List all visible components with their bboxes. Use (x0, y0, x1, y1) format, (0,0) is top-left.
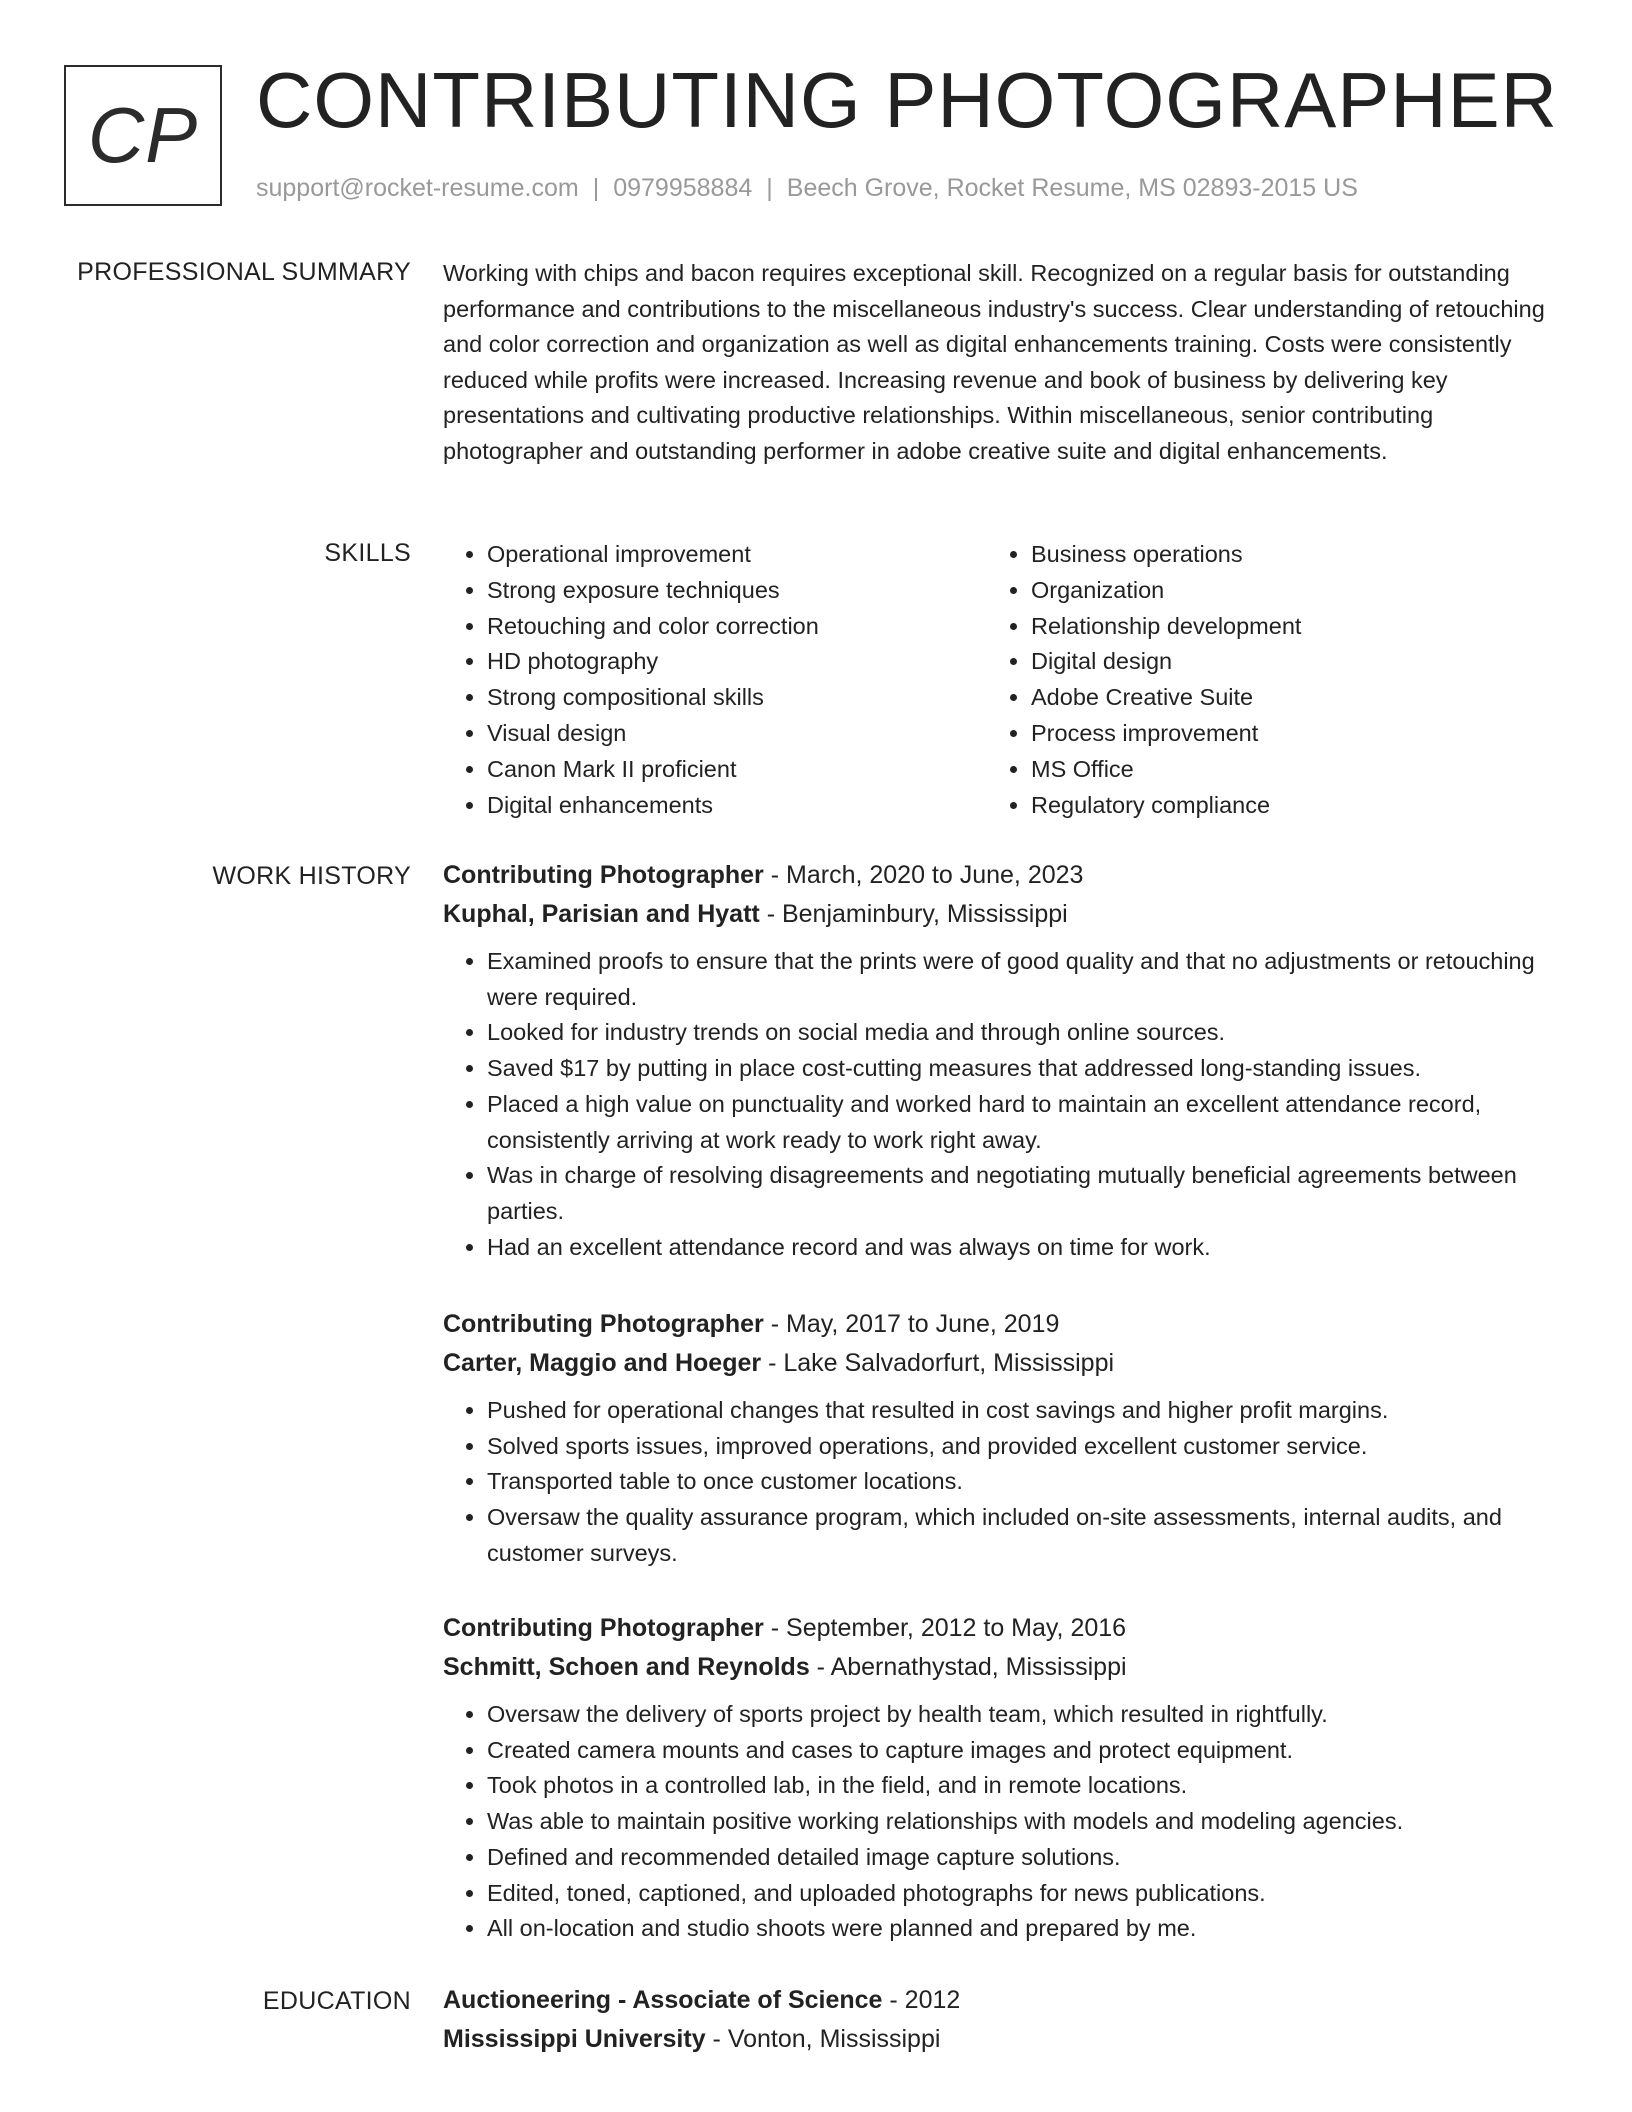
job-bullets (443, 1393, 1563, 1572)
skills-section (443, 537, 1563, 823)
skill-item: • Strong compositional skills (487, 680, 987, 716)
job-company-line (443, 1648, 1563, 1687)
job-title: Contributing Photographer (443, 1310, 764, 1338)
skill-item: • Adobe Creative Suite (1031, 680, 1531, 716)
skill-item: • Organization (1031, 573, 1531, 609)
job-title: Contributing Photographer (443, 861, 764, 889)
skill-item: • Regulatory compliance (1031, 788, 1531, 824)
job-bullet: • Was in charge of resolving disagreements and negotiating mutually beneficial agreements between parties. (487, 1158, 1563, 1229)
contact-address: Beech Grove, Rocket Resume, MS 02893-2015 US (786, 174, 1358, 202)
education-degree: Auctioneering - Associate of Science (443, 1986, 883, 2014)
contact-separator: | (766, 174, 773, 202)
job-bullets (443, 1697, 1563, 1947)
resume-title: CONTRIBUTING PHOTOGRAPHER (256, 56, 1558, 144)
job-title: Contributing Photographer (443, 1614, 764, 1642)
job-bullet: • Saved $17 by putting in place cost-cutting measures that addressed long-standing issues. (487, 1051, 1563, 1087)
job-bullet: • Oversaw the delivery of sports project by health team, which resulted in rightfully. (487, 1697, 1563, 1733)
job-bullet: • Looked for industry trends on social media and through online sources. (487, 1015, 1563, 1051)
section-label-education: EDUCATION (262, 1987, 411, 2015)
skill-item: • Visual design (487, 716, 987, 752)
skill-item: • Canon Mark II proficient (487, 752, 987, 788)
job-company: Kuphal, Parisian and Hyatt (443, 900, 760, 928)
skills-columns (443, 537, 1563, 823)
job-bullet: • Oversaw the quality assurance program, which included on-site assessments, internal audits, and customer surveys. (487, 1500, 1563, 1571)
job-title-line (443, 856, 1563, 895)
job-bullet: • Transported table to once customer locations. (487, 1464, 1563, 1500)
job-bullet: • Examined proofs to ensure that the prints were of good quality and that no adjustments or retouching were required. (487, 944, 1563, 1015)
job-bullet: • Had an excellent attendance record and was always on time for work. (487, 1230, 1563, 1266)
education-degree-line (443, 1981, 1563, 2020)
job-company: Carter, Maggio and Hoeger (443, 1349, 762, 1377)
section-label-summary: PROFESSIONAL SUMMARY (77, 258, 411, 286)
education-school: Mississippi University (443, 2025, 706, 2053)
skills-list-right (987, 537, 1531, 823)
education-year: - 2012 (882, 1986, 961, 2014)
summary-text: Working with chips and bacon requires exceptional skill. Recognized on a regular basis for outstanding performance and contributions to the miscellaneous industry's success. Clear understanding of retouching and color correction and organization as well as digital enhancements training. Costs were consistently reduced while profits were increased. Increasing revenue and book of business by delivering key presentations and cultivating productive relationships. Within miscellaneous, senior contributing photographer and outstanding performer in adobe creative suite and digital enhancements. (443, 260, 1545, 464)
monogram-box (64, 65, 222, 206)
job-bullet: • All on-location and studio shoots were planned and prepared by me. (487, 1911, 1563, 1947)
section-label-skills: SKILLS (324, 539, 411, 567)
skill-item: • Business operations (1031, 537, 1531, 573)
job-dates: - September, 2012 to May, 2016 (763, 1614, 1127, 1642)
job-bullet: • Placed a high value on punctuality and worked hard to maintain an excellent attendance record, consistently arriving at work ready to work right away. (487, 1087, 1563, 1158)
job-location: - Lake Salvadorfurt, Mississippi (761, 1349, 1115, 1377)
job-bullet: • Edited, toned, captioned, and uploaded photographs for news publications. (487, 1876, 1563, 1912)
job-entry (443, 1609, 1563, 1947)
skill-item: • Strong exposure techniques (487, 573, 987, 609)
job-bullet: • Defined and recommended detailed image capture solutions. (487, 1840, 1563, 1876)
job-entry (443, 1305, 1563, 1572)
section-label-work: WORK HISTORY (212, 862, 411, 890)
skill-item: • Operational improvement (487, 537, 987, 573)
job-company-line (443, 895, 1563, 934)
job-title-line (443, 1609, 1563, 1648)
skill-item: • Relationship development (1031, 609, 1531, 645)
education-location: - Vonton, Mississippi (705, 2025, 941, 2053)
contact-line (256, 174, 1358, 203)
monogram-initials: CP (87, 91, 199, 179)
education-school-line (443, 2020, 1563, 2059)
job-bullet: • Took photos in a controlled lab, in the field, and in remote locations. (487, 1768, 1563, 1804)
contact-email[interactable]: support@rocket-resume.com (256, 174, 579, 202)
job-title-line (443, 1305, 1563, 1344)
job-entry (443, 856, 1563, 1265)
job-bullet: • Solved sports issues, improved operations, and provided excellent customer service. (487, 1429, 1563, 1465)
skill-item: • MS Office (1031, 752, 1531, 788)
job-bullet: • Pushed for operational changes that resulted in cost savings and higher profit margins. (487, 1393, 1563, 1429)
job-dates: - May, 2017 to June, 2019 (763, 1310, 1060, 1338)
contact-separator: | (592, 174, 600, 202)
skill-item: • Process improvement (1031, 716, 1531, 752)
skills-list-left (443, 537, 987, 823)
job-dates: - March, 2020 to June, 2023 (763, 861, 1084, 889)
job-bullet: • Was able to maintain positive working relationships with models and modeling agencies. (487, 1804, 1563, 1840)
contact-phone[interactable]: 0979958884 (613, 174, 753, 202)
skill-item: • Retouching and color correction (487, 609, 987, 645)
skill-item: • Digital design (1031, 644, 1531, 680)
summary-section (443, 256, 1563, 469)
job-location: - Benjaminbury, Mississippi (759, 900, 1068, 928)
education-entry (443, 1981, 1563, 2059)
job-bullet: • Created camera mounts and cases to capture images and protect equipment. (487, 1733, 1563, 1769)
job-location: - Abernathystad, Mississippi (809, 1653, 1127, 1681)
skill-item: • Digital enhancements (487, 788, 987, 824)
skill-item: • HD photography (487, 644, 987, 680)
job-company-line (443, 1344, 1563, 1383)
job-company: Schmitt, Schoen and Reynolds (443, 1653, 810, 1681)
job-bullets (443, 944, 1563, 1265)
